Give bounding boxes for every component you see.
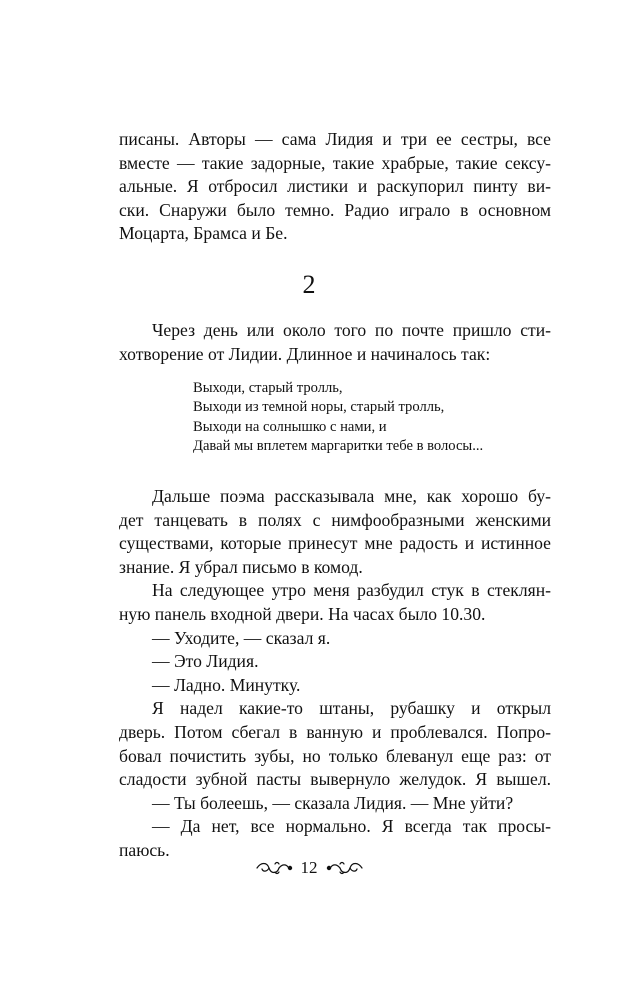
text-line: паюсь.	[119, 839, 170, 860]
text-line: бовал почистить зубы, но только блеванул еще раз: от	[119, 745, 551, 766]
page-footer	[0, 858, 618, 878]
text-line: знание. Я убрал письмо в комод.	[119, 556, 363, 577]
text-line: Я надел какие-то штаны, рубашку и открыл	[152, 698, 551, 719]
flourish-ornament-right-icon	[326, 860, 364, 876]
chapter-number: 2	[302, 270, 316, 299]
text-line: Через день или около того по почте пришло сти-	[152, 320, 551, 340]
text-line: Дальше поэма рассказывала мне, как хорошо бу-	[152, 486, 551, 506]
text-line: Моцарта, Брамса и Бе.	[119, 223, 288, 244]
text-line: писаны. Авторы — сама Лидия и три ее сестры, все	[119, 129, 551, 149]
flourish-ornament-left-icon	[255, 860, 293, 876]
poem-line: Выходи, старый тролль,	[193, 380, 343, 396]
text-line: ски. Снаружи было темно. Радио играло в основном	[119, 199, 551, 220]
text-line: хотворение от Лидии. Длинное и начиналось так:	[119, 343, 491, 364]
intro-paragraph	[119, 128, 551, 246]
text-line: существами, которые принесут мне радость и истинное	[119, 533, 551, 554]
dialogue-line: — Ладно. Минутку.	[152, 674, 301, 695]
text-line: вместе — такие задорные, такие храбрые, такие сексу-	[119, 152, 551, 173]
dialogue-line: — Это Лидия.	[152, 651, 259, 672]
text-line: На следующее утро меня разбудил стук в стеклян-	[152, 580, 551, 601]
text-line: дверь. Потом сбегал в ванную и проблевался. Попро-	[119, 721, 551, 742]
text-line: сладости зубной пасты вывернуло желудок. Я вышел.	[119, 769, 551, 790]
after-poem-text	[119, 485, 551, 863]
poem-line: Выходи на солнышко с нами, и	[193, 418, 387, 435]
poem-line: Давай мы вплетем маргаритки тебе в волосы...	[193, 438, 484, 455]
dialogue-line: — Ты болеешь, — сказала Лидия. — Мне уйти?	[152, 792, 514, 813]
poem-line: Выходи из темной норы, старый тролль,	[193, 399, 445, 416]
text-line: ную панель входной двери. На часах было 10.30.	[119, 603, 486, 624]
poem-block	[193, 379, 483, 457]
page-number: 12	[300, 858, 318, 877]
dialogue-line: — Да нет, все нормально. Я всегда так просы-	[152, 816, 551, 837]
dialogue-line: — Уходите, — сказал я.	[152, 627, 331, 648]
text-line: альные. Я отбросил листики и раскупорил пинту ви-	[119, 176, 551, 197]
text-line: дет танцевать в полях с нимфообразными женскими	[119, 509, 551, 530]
letter-intro-paragraph	[119, 319, 551, 366]
